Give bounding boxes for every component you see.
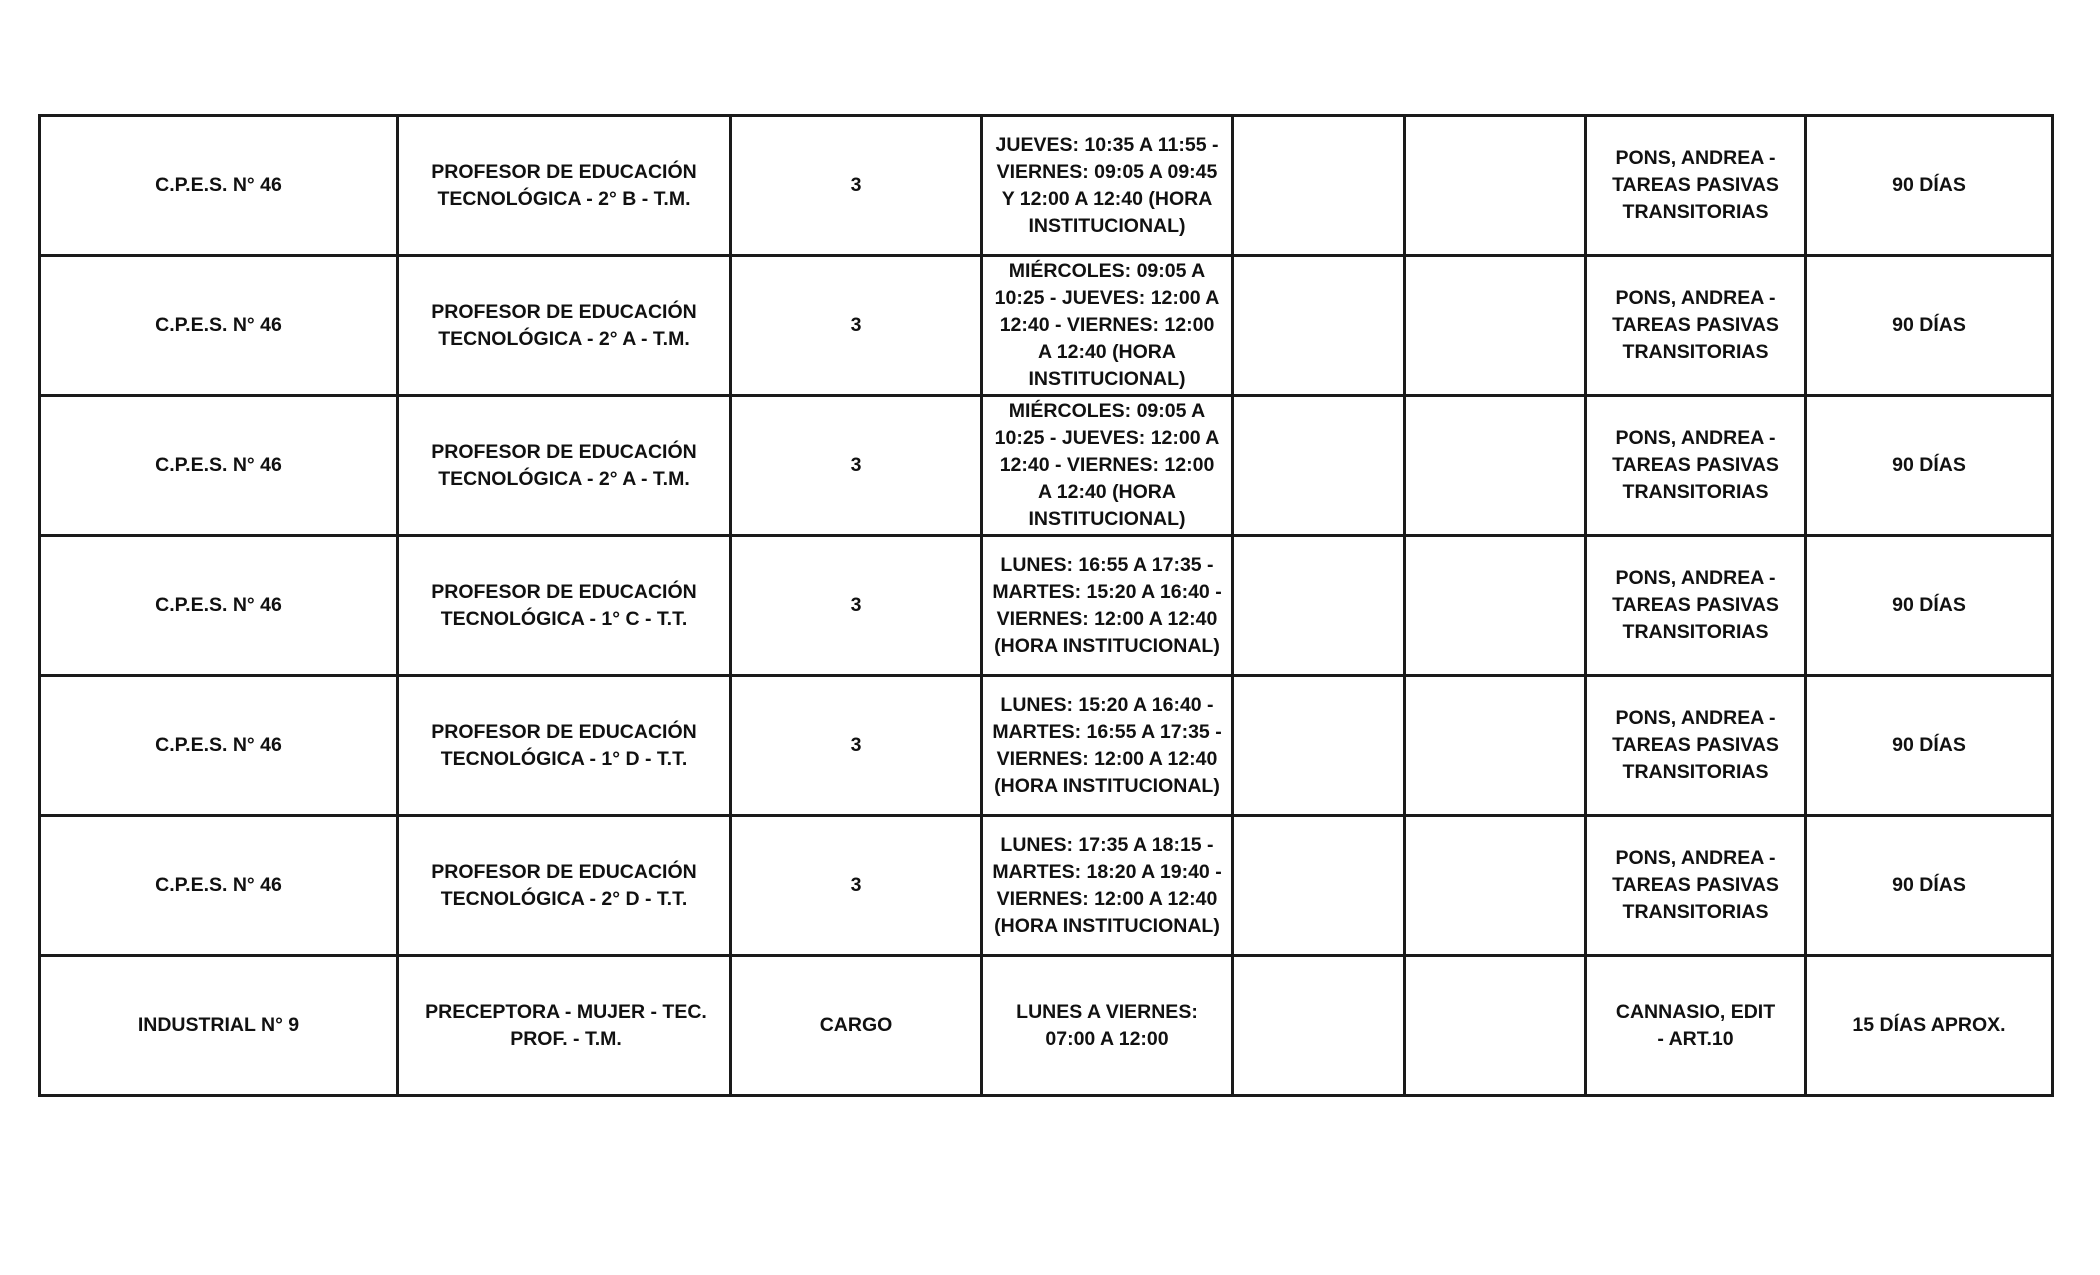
school-cell: C.P.E.S. N° 46 [40, 256, 398, 396]
table-row [40, 676, 2053, 816]
position-cell: PROFESOR DE EDUCACIÓN TECNOLÓGICA - 2° A - T.M. [398, 256, 731, 396]
school-cell: INDUSTRIAL N° 9 [40, 956, 398, 1096]
hours-cell: 3 [731, 256, 982, 396]
school-cell: C.P.E.S. N° 46 [40, 536, 398, 676]
hours-cell: 3 [731, 676, 982, 816]
replaces-cell: PONS, ANDREA - TAREAS PASIVAS TRANSITORIAS [1586, 816, 1806, 956]
duration-cell: 90 DÍAS [1806, 256, 2053, 396]
position-cell: PROFESOR DE EDUCACIÓN TECNOLÓGICA - 1° D - T.T. [398, 676, 731, 816]
empty-cell [1233, 256, 1405, 396]
empty-cell [1233, 396, 1405, 536]
empty-cell [1405, 676, 1586, 816]
hours-cell: 3 [731, 396, 982, 536]
schedule-cell: LUNES: 15:20 A 16:40 - MARTES: 16:55 A 17:35 - VIERNES: 12:00 A 12:40 (HORA INSTITUCIONAL) [982, 676, 1233, 816]
schedule-cell: MIÉRCOLES: 09:05 A 10:25 - JUEVES: 12:00 A 12:40 - VIERNES: 12:00 A 12:40 (HORA INSTITUCIONAL) [982, 396, 1233, 536]
replaces-cell: PONS, ANDREA - TAREAS PASIVAS TRANSITORIAS [1586, 256, 1806, 396]
position-cell: PROFESOR DE EDUCACIÓN TECNOLÓGICA - 2° B - T.M. [398, 116, 731, 256]
duration-cell: 90 DÍAS [1806, 536, 2053, 676]
empty-cell [1233, 536, 1405, 676]
school-cell: C.P.E.S. N° 46 [40, 676, 398, 816]
hours-cell: 3 [731, 116, 982, 256]
replaces-cell: PONS, ANDREA - TAREAS PASIVAS TRANSITORIAS [1586, 116, 1806, 256]
schedule-cell: JUEVES: 10:35 A 11:55 - VIERNES: 09:05 A 09:45 Y 12:00 A 12:40 (HORA INSTITUCIONAL) [982, 116, 1233, 256]
replaces-cell: PONS, ANDREA - TAREAS PASIVAS TRANSITORIAS [1586, 396, 1806, 536]
table-row [40, 816, 2053, 956]
hours-cell: CARGO [731, 956, 982, 1096]
empty-cell [1405, 956, 1586, 1096]
empty-cell [1405, 116, 1586, 256]
hours-cell: 3 [731, 536, 982, 676]
position-cell: PROFESOR DE EDUCACIÓN TECNOLÓGICA - 1° C - T.T. [398, 536, 731, 676]
school-cell: C.P.E.S. N° 46 [40, 116, 398, 256]
schedule-cell: MIÉRCOLES: 09:05 A 10:25 - JUEVES: 12:00 A 12:40 - VIERNES: 12:00 A 12:40 (HORA INSTITUCIONAL) [982, 256, 1233, 396]
position-cell: PRECEPTORA - MUJER - TEC. PROF. - T.M. [398, 956, 731, 1096]
position-cell: PROFESOR DE EDUCACIÓN TECNOLÓGICA - 2° A - T.M. [398, 396, 731, 536]
school-cell: C.P.E.S. N° 46 [40, 816, 398, 956]
duration-cell: 90 DÍAS [1806, 396, 2053, 536]
table-row [40, 116, 2053, 256]
empty-cell [1233, 676, 1405, 816]
table-row [40, 536, 2053, 676]
duration-cell: 15 DÍAS APROX. [1806, 956, 2053, 1096]
duration-cell: 90 DÍAS [1806, 676, 2053, 816]
table-row [40, 956, 2053, 1096]
replaces-cell: PONS, ANDREA - TAREAS PASIVAS TRANSITORIAS [1586, 536, 1806, 676]
vacancies-table-sheet [38, 114, 2051, 1097]
school-cell: C.P.E.S. N° 46 [40, 396, 398, 536]
position-cell: PROFESOR DE EDUCACIÓN TECNOLÓGICA - 2° D - T.T. [398, 816, 731, 956]
duration-cell: 90 DÍAS [1806, 816, 2053, 956]
hours-cell: 3 [731, 816, 982, 956]
duration-cell: 90 DÍAS [1806, 116, 2053, 256]
empty-cell [1405, 396, 1586, 536]
empty-cell [1405, 816, 1586, 956]
empty-cell [1233, 816, 1405, 956]
table-row [40, 396, 2053, 536]
replaces-cell: PONS, ANDREA - TAREAS PASIVAS TRANSITORIAS [1586, 676, 1806, 816]
empty-cell [1233, 116, 1405, 256]
schedule-cell: LUNES: 17:35 A 18:15 - MARTES: 18:20 A 19:40 - VIERNES: 12:00 A 12:40 (HORA INSTITUCIONAL) [982, 816, 1233, 956]
empty-cell [1233, 956, 1405, 1096]
schedule-cell: LUNES A VIERNES: 07:00 A 12:00 [982, 956, 1233, 1096]
empty-cell [1405, 256, 1586, 396]
vacancies-table [38, 114, 2054, 1097]
table-row [40, 256, 2053, 396]
replaces-cell: CANNASIO, EDIT - ART.10 [1586, 956, 1806, 1096]
empty-cell [1405, 536, 1586, 676]
schedule-cell: LUNES: 16:55 A 17:35 - MARTES: 15:20 A 16:40 - VIERNES: 12:00 A 12:40 (HORA INSTITUCIONAL) [982, 536, 1233, 676]
